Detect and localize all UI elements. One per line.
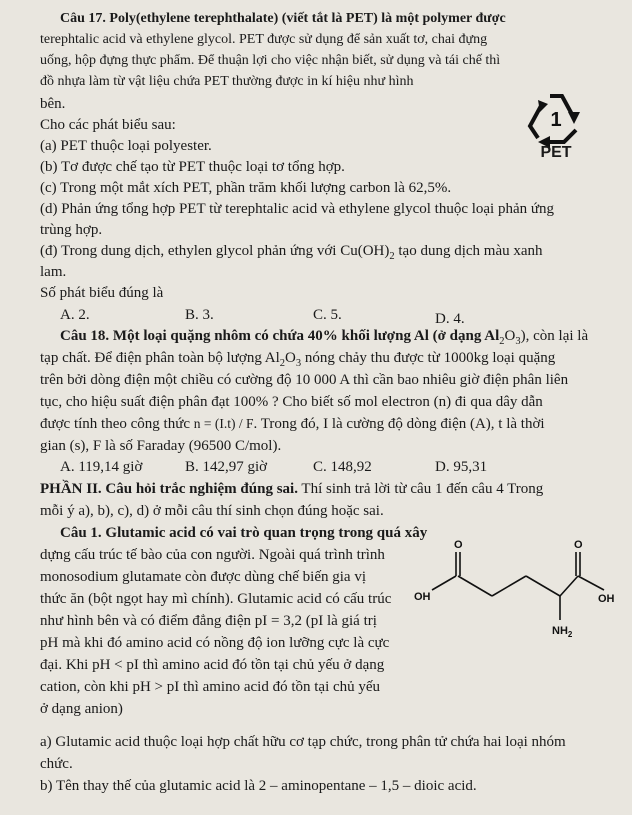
part2-heading: PHẦN II. Câu hỏi trắc nghiệm đúng sai. Thí sinh trả lời từ câu 1 đến câu 4 Trong — [40, 481, 544, 497]
glu-O-right: O — [574, 539, 583, 551]
c1-item-a-2: chức. — [40, 756, 73, 772]
q17-statement-e-2: lam. — [40, 264, 67, 280]
q17-intro: Cho các phát biểu sau: — [40, 117, 176, 133]
pet-logo-number: 1 — [550, 109, 562, 131]
pet-logo-label: PET — [540, 144, 572, 161]
c1-line1: Câu 1. Glutamic acid có vai trò quan trọng trong quá xây — [60, 525, 428, 541]
q17-statement-d-2: trùng hợp. — [40, 222, 103, 238]
c1-item-a-1: a) Glutamic acid thuộc loại hợp chất hữu cơ tạp chức, trong phân tử chứa hai loại nhóm — [40, 734, 566, 750]
q17-option-d: D. 4. — [435, 311, 465, 327]
q18-line1: Câu 18. Một loại quặng nhôm có chứa 40% khối lượng Al (ở dạng $Al_2O_3$), còn lại là — [60, 328, 589, 347]
q18-option-d: D. 95,31 — [435, 459, 488, 475]
q17-line5: bên. — [40, 96, 66, 112]
glu-OH-left: OH — [414, 591, 431, 603]
q17-ask: Số phát biểu đúng là — [40, 285, 164, 301]
q17-option-b: B. 3. — [185, 307, 214, 323]
c1-line8: cation, còn khi pH > pI thì amino acid đó tồn tại chủ yếu — [40, 679, 381, 695]
q18-option-b: B. 142,97 giờ — [185, 459, 268, 475]
q18-option-a: A. 119,14 giờ — [60, 459, 143, 475]
q18-formula: n = (I.t) / F — [193, 416, 254, 431]
q18-option-c: C. 148,92 — [313, 459, 372, 475]
q18-line2: tạp chất. Để điện phân toàn bộ lượng $Al_2O_3$ nóng chảy thu được từ 1000kg loại quặng — [40, 350, 556, 369]
c1-line9: ở dạng anion) — [40, 701, 123, 717]
c1-line2: dựng cấu trúc tế bào của con người. Ngoài quá trình trình — [40, 547, 385, 563]
q17-statement-b: (b) Tơ được chế tạo từ PET thuộc loại tơ tổng hợp. — [40, 159, 345, 175]
q17-line3: uống, hộp đựng thực phẩm. Để thuận lợi cho việc nhận biết, sử dụng và tái chế thì — [40, 53, 501, 68]
c1-line5: như hình bên và có điểm đẳng điện pI = 3,2 (pI là giá trị — [40, 613, 377, 629]
q17-statement-a: (a) PET thuộc loại polyester. — [40, 138, 212, 154]
q18-line5: được tính theo công thức n = (I.t) / F. Trong đó, I là cường độ dòng điện (A), t là thời — [40, 416, 545, 432]
c1-line6: pH mà khi đó amino acid có nồng độ ion lưỡng cực là cực — [40, 635, 390, 651]
glu-OH-right: OH — [598, 593, 615, 605]
q18-line3: trên bởi dòng điện một chiều có cường độ 10 000 A thì cần bao nhiêu giờ điện phân liên — [40, 372, 569, 388]
glu-O-left: O — [454, 539, 463, 551]
q17-statement-c: (c) Trong một mắt xích PET, phần trăm khối lượng carbon là 62,5%. — [40, 180, 452, 196]
q17-statement-d-1: (d) Phản ứng tổng hợp PET từ terephtalic acid và ethylene glycol thuộc loại phản ứng — [40, 201, 555, 217]
c1-line4: thức ăn (bột ngọt hay mì chính). Glutamic acid có cấu trúc — [40, 591, 392, 607]
c1-item-b: b) Tên thay thế của glutamic acid là 2 – aminopentane – 1,5 – dioic acid. — [40, 778, 477, 794]
c1-line7: đại. Khi pH < pI thì amino acid đó tồn tại chủ yếu ở dạng — [40, 657, 385, 673]
q18-line4: tục, cho hiệu suất điện phân đạt 100% ? Cho biết số mol electron (n) đi qua dây dẫn — [40, 394, 543, 410]
q17-option-c: C. 5. — [313, 307, 342, 323]
q17-line2: terephtalic acid và ethylene glycol. PET được sử dụng để sản xuất tơ, chai đựng — [40, 32, 488, 47]
q18-line6: gian (s), F là số Faraday (96500 C/mol). — [40, 438, 282, 454]
c1-line3: monosodium glutamate còn được dùng chế biến gia vị — [40, 569, 366, 585]
q17-line4: đồ nhựa làm từ vật liệu chứa PET thường được in kí hiệu như hình — [40, 74, 414, 89]
q17-statement-e-1: (đ) Trong dung dịch, ethylen glycol phản ứng với $Cu(OH)_2$ tạo dung dịch màu xanh — [40, 243, 543, 262]
q17-option-a: A. 2. — [60, 307, 90, 323]
part2-line2: mỗi ý a), b), c), d) ở mỗi câu thí sinh chọn đúng hoặc sai. — [40, 503, 384, 519]
q17-line1: Câu 17. Poly(ethylene terephthalate) (viết tắt là PET) là một polymer được — [60, 11, 506, 26]
glutamic-acid-structure — [412, 530, 627, 645]
glu-NH2: $NH_2$ — [552, 625, 573, 639]
